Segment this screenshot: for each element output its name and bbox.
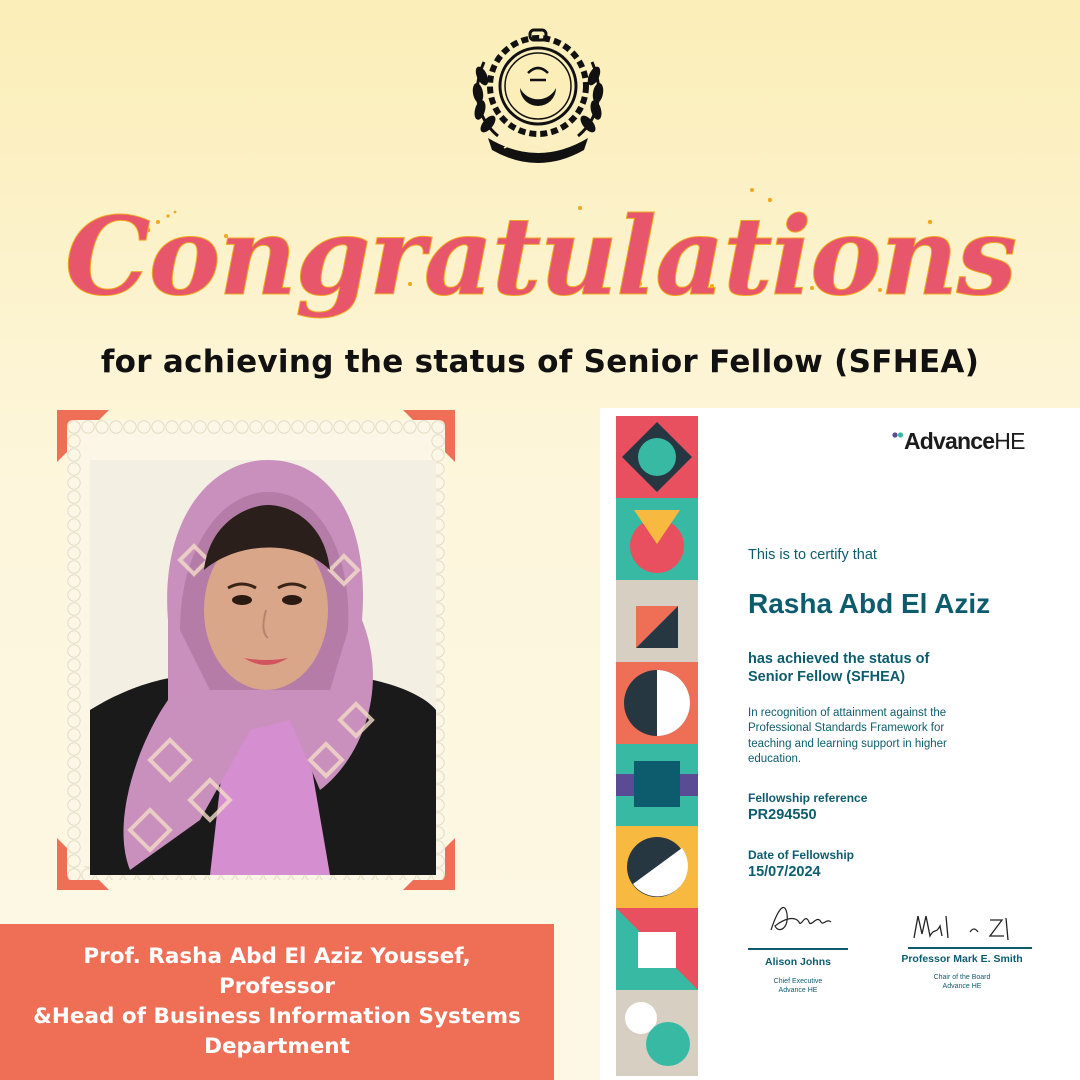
signatory-1-name: Alison Johns [765,956,831,968]
achievement-line-1: has achieved the status of [748,651,930,667]
advance-he-logo [904,428,1025,455]
certificate-intro: This is to certify that [748,547,877,563]
banner-line-name: Prof. Rasha Abd El Aziz Youssef, [83,944,471,969]
signatory-2-role [902,974,1022,991]
fellowship-reference-label: Fellowship reference [748,791,868,805]
congratulations-text: Congratulations [64,194,1016,320]
congratulations-headline [0,172,1080,342]
fellowship-reference-value: PR294550 [748,807,817,823]
academy-emblem-icon [458,18,618,168]
signature-line-2 [908,947,1032,949]
banner-line-role: &Head of Business Information Systems [33,1004,521,1029]
recognition-text: In recognition of attainment against the Professional Standards Framework for teaching and learning support in higher education. [748,707,947,765]
achievement-line-2: Senior Fellow (SFHEA) [748,669,906,685]
fellowship-date-label: Date of Fellowship [748,848,855,862]
signatory-1-role-line1: Chief Executive [773,978,823,985]
signature-line-1 [748,948,848,950]
signatory-1-role [738,978,858,995]
certificate [600,408,1080,1080]
signature-alison-johns-icon [765,900,835,940]
signature-mark-smith-icon [910,908,1020,948]
signatory-2-role-line2: Advance HE [942,982,982,990]
signatory-2-role-line1: Chair of the Board [933,974,991,981]
geometric-pattern-strip [616,416,698,1076]
photo-mat [67,420,445,880]
signatory-2-name: Professor Mark E. Smith [901,953,1023,965]
banner-line-title: Professor [218,974,336,999]
photo-frame [57,410,455,890]
subtitle: for achieving the status of Senior Fellow (SFHEA) [100,344,980,380]
advance-he-logo-icon [892,432,904,442]
portrait-photo [90,460,436,875]
advance-he-logo-suffix: HE [994,428,1025,454]
certificate-recipient-name: Rasha Abd El Aziz [748,588,991,619]
fellowship-date-value: 15/07/2024 [748,864,821,880]
banner-line-department: Department [204,1034,350,1059]
advance-he-logo-text: Advance [904,428,995,454]
signatory-1-role-line2: Advance HE [778,986,818,994]
name-banner [0,924,554,1080]
